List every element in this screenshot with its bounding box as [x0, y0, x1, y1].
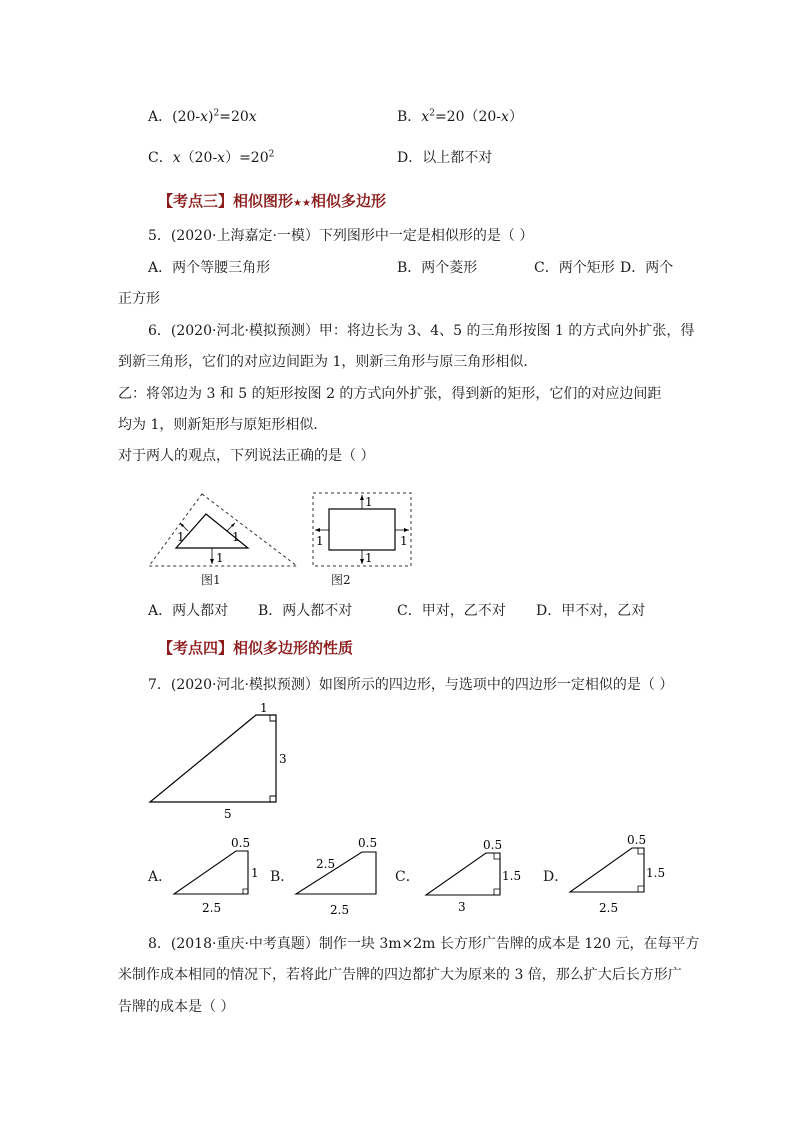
optB-label-slant: 2.5 [316, 857, 336, 871]
q5-option-c: C．两个矩形 [534, 260, 615, 276]
optD-label-bottom: 2.5 [599, 901, 619, 915]
q6-line-2: 到新三角形，它们的对应边间距为 1，则新三角形与原三角形相似． [118, 354, 538, 370]
q7-option-d-letter: D． [543, 869, 569, 885]
q7-option-d-figure [566, 832, 671, 918]
q5-option-d: D．两个 [620, 260, 674, 276]
section-3-heading: 【考点三】相似图形★★相似多边形 [158, 192, 386, 210]
fig1-label-bottom: 1 [216, 551, 224, 565]
q6-line-1: 6．(2020·河北·模拟预测）甲：将边长为 3、4、5 的三角形按图 1 的方式向外扩张，得 [148, 323, 695, 339]
q7-main-quadrilateral [140, 700, 300, 825]
q5-option-b: B．两个菱形 [397, 260, 478, 276]
optA-label-bottom: 2.5 [202, 901, 222, 915]
figure-2-caption: 图2 [331, 573, 351, 587]
main-label-right: 3 [279, 752, 287, 766]
q7-option-a-figure [170, 832, 265, 918]
q7-option-b-letter: B． [270, 869, 295, 885]
q7-option-a-letter: A． [148, 869, 173, 885]
fig1-label-right: 1 [232, 530, 240, 544]
q8-line-1: 8．(2018·重庆·中考真题）制作一块 3m×2m 长方形广告牌的成本是 120 元，在每平方 [148, 936, 700, 952]
q6-line-5: 对于两人的观点，下列说法正确的是（ ） [118, 448, 375, 464]
q7-option-b-figure [292, 832, 387, 918]
optB-label-top: 0.5 [358, 836, 378, 850]
q6-option-d: D．甲不对，乙对 [536, 603, 646, 619]
optC-label-bottom: 3 [458, 900, 466, 914]
figure-1-triangle [140, 488, 305, 588]
right-angle-mark-top [270, 715, 276, 721]
q4-option-c: C．$x(20-x)=20^2$ [148, 149, 275, 166]
optC-label-top: 0.5 [483, 838, 503, 852]
fig2-label-left: 1 [316, 534, 324, 548]
q6-option-b: B．两人都不对 [258, 603, 353, 619]
optC-label-right: 1.5 [502, 869, 522, 883]
q6-option-c: C．甲对，乙不对 [397, 603, 506, 619]
main-label-top: 1 [260, 701, 268, 715]
q7-option-c-figure [420, 835, 530, 921]
right-angle-mark-bottom [270, 796, 276, 802]
fig2-label-top: 1 [365, 495, 373, 509]
q8-line-2: 米制作成本相同的情况下，若将此广告牌的四边都扩大为原来的 3 倍，那么扩大后长方形广 [118, 967, 682, 983]
fig2-label-bottom: 1 [365, 551, 373, 565]
q4-option-d: D．以上都不对 [397, 150, 493, 166]
main-label-bottom: 5 [224, 807, 232, 821]
figure-1-caption: 图1 [201, 573, 221, 587]
optA-label-right: 1 [251, 866, 259, 880]
optD-label-top: 0.5 [627, 833, 647, 847]
q6-line-4: 均为 1，则新矩形与原矩形相似． [118, 417, 328, 433]
q5-option-a: A．两个等腰三角形 [148, 260, 271, 276]
q7-stem: 7．(2020·河北·模拟预测）如图所示的四边形，与选项中的四边形一定相似的是（ ） [148, 677, 674, 693]
q4-option-a: A．$(20-x)^2=20x$ [148, 108, 257, 125]
fig2-label-right: 1 [400, 534, 408, 548]
q6-line-3: 乙：将邻边为 3 和 5 的矩形按图 2 的方式向外扩张，得到新的矩形，它们的对应边间距 [118, 386, 662, 402]
figure-2-rectangle [310, 490, 415, 570]
inner-rectangle [329, 509, 395, 550]
q7-option-c-letter: C． [395, 869, 420, 885]
q5-option-d-continuation: 正方形 [118, 291, 160, 307]
q5-stem: 5．(2020·上海嘉定·一模）下列图形中一定是相似形的是（ ） [148, 228, 534, 244]
main-trapezoid-shape [150, 715, 276, 802]
fig1-label-left: 1 [177, 530, 185, 544]
optB-label-bottom: 2.5 [330, 903, 350, 917]
section-4-heading: 【考点四】相似多边形的性质 [158, 639, 354, 657]
optA-label-top: 0.5 [231, 836, 251, 850]
q8-line-3: 告牌的成本是（ ） [118, 999, 235, 1015]
optD-label-right: 1.5 [646, 866, 666, 880]
q6-option-a: A．两人都对 [148, 603, 229, 619]
q4-option-b: B．$x^2=20(20-x)$ [397, 108, 523, 125]
